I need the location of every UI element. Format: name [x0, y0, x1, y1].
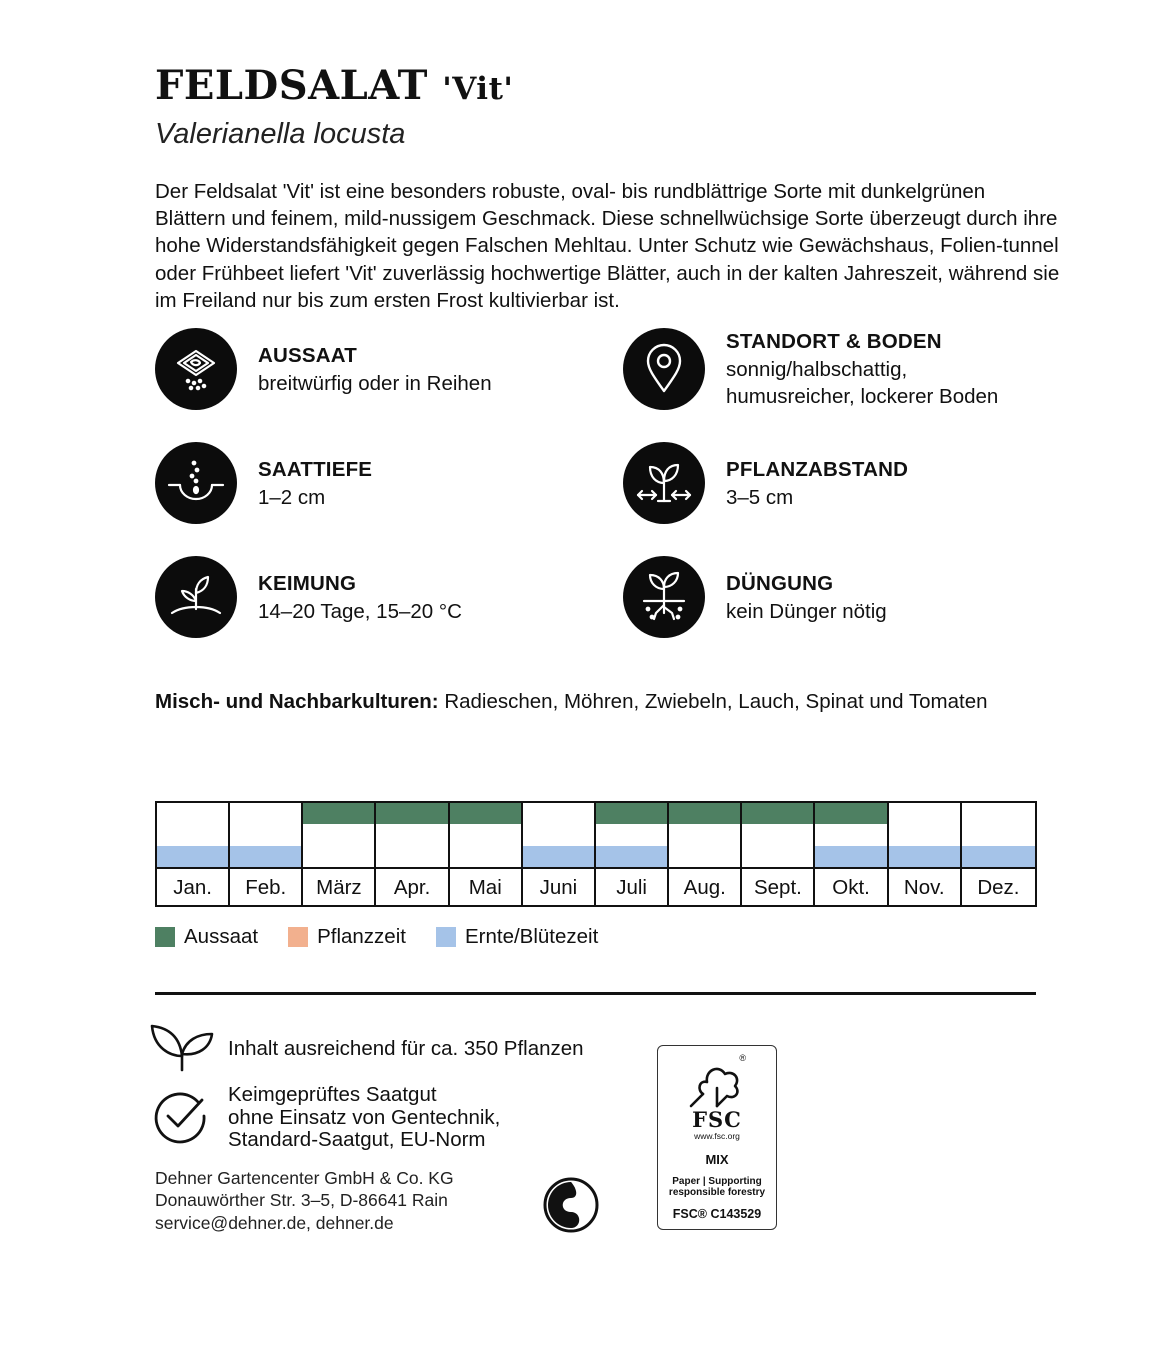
fsc-mix: MIX: [705, 1152, 729, 1167]
standort-label: STANDORT & BODEN: [726, 330, 942, 353]
info-pflanzabstand: [623, 442, 908, 524]
month-label: Nov.: [889, 867, 960, 907]
companion-label: Misch- und Nachbarkulturen:: [155, 690, 439, 713]
month-label: Dez.: [962, 867, 1035, 907]
saattiefe-label: SAATTIEFE: [258, 457, 373, 481]
info-saattiefe: [155, 442, 372, 524]
month-label: Okt.: [815, 867, 886, 907]
ernte-bar: [596, 846, 667, 867]
legend-swatch-pflanzzeit: [288, 927, 308, 947]
check-circle-icon: [152, 1088, 208, 1148]
month-label: Sept.: [742, 867, 813, 907]
calendar-month: [669, 803, 742, 905]
companion-value: Radieschen, Möhren, Zwiebeln, Lauch, Spinat und Tomaten: [444, 690, 988, 713]
plant-spacing-icon: [623, 442, 705, 524]
product-description: Der Feldsalat 'Vit' ist eine besonders robuste, oval- bis rundblättrige Sorte mit dunkelgrünen Blättern und feinem, mild-nussigem Geschmack. Diese schnellwüchsige Sorte überzeugt durch ihre hohe Widerstandsfähigkeit gegen Falschen Mehltau. Unter Schutz wie Gewächshaus, Folien-tunnel oder Frühbeet liefert 'Vit' zuverlässig hochwertige Blätter, auch in der kalten Jahreszeit, während sie im Freiland nur bis zum ersten Frost kultivierbar ist.: [155, 180, 1060, 312]
seed-packet-icon: [155, 328, 237, 410]
calendar-month: [450, 803, 523, 905]
month-label: Juni: [523, 867, 594, 907]
info-duengung: [623, 556, 887, 638]
month-label: März: [303, 867, 374, 907]
ernte-bar: [157, 846, 228, 867]
calendar-month: [230, 803, 303, 905]
aussaat-bar: [596, 803, 667, 824]
aussaat-bar: [376, 803, 447, 824]
calendar-month: [596, 803, 669, 905]
sowing-calendar: [155, 801, 1037, 907]
cultivar-name: 'Vit': [442, 71, 514, 107]
aussaat-value: breitwürfig oder in Reihen: [258, 371, 492, 395]
legend-item-pflanzzeit: [288, 925, 406, 949]
legend-label: Pflanzzeit: [317, 925, 406, 948]
fsc-logo-text: FSC: [692, 1107, 742, 1132]
month-label: Feb.: [230, 867, 301, 907]
calendar-legend: [155, 925, 628, 949]
seed-quality-line1: Keimgeprüftes Saatgut: [228, 1083, 437, 1106]
month-label: Mai: [450, 867, 521, 907]
seed-quality-text: [228, 1084, 500, 1152]
info-aussaat: [155, 328, 492, 410]
aussaat-bar: [669, 803, 740, 824]
legend-item-aussaat: [155, 925, 258, 949]
seedling-icon: [148, 1020, 216, 1076]
info-standort: [623, 328, 998, 410]
ernte-bar: [523, 846, 594, 867]
standort-value: sonnig/halbschattig, humusreicher, lockerer Boden: [726, 358, 999, 408]
calendar-month: [157, 803, 230, 905]
registered-mark: ®: [739, 1053, 746, 1063]
company-address: [155, 1167, 454, 1234]
product-title: [155, 62, 513, 113]
legend-swatch-aussaat: [155, 927, 175, 947]
aussaat-bar: [303, 803, 374, 824]
fsc-url: www.fsc.org: [694, 1131, 740, 1141]
fsc-code: FSC® C143529: [672, 1207, 762, 1221]
plant-roots-icon: [623, 556, 705, 638]
product-name: FELDSALAT: [155, 62, 428, 109]
fsc-paper-line2: responsible forestry: [668, 1187, 766, 1198]
duengung-label: DÜNGUNG: [726, 571, 834, 595]
aussaat-bar: [742, 803, 813, 824]
aussaat-bar: [450, 803, 521, 824]
divider: [155, 992, 1036, 995]
month-label: Apr.: [376, 867, 447, 907]
legend-swatch-ernte: [436, 927, 456, 947]
seed-quality-line2: ohne Einsatz von Gentechnik,: [228, 1105, 501, 1129]
sowing-depth-icon: [155, 442, 237, 524]
pflanzabstand-value: 3–5 cm: [726, 485, 794, 509]
calendar-month: [376, 803, 449, 905]
sprout-icon: [155, 556, 237, 638]
month-label: Juli: [596, 867, 667, 907]
aussaat-bar: [815, 803, 886, 824]
ernte-bar: [815, 846, 886, 867]
keimung-label: KEIMUNG: [258, 571, 357, 595]
info-keimung: [155, 556, 462, 638]
calendar-month: [303, 803, 376, 905]
seed-quality-line3: Standard-Saatgut, EU-Norm: [228, 1128, 486, 1151]
legend-label: Aussaat: [184, 925, 259, 948]
company-street: Donauwörther Str. 3–5, D-86641 Rain: [155, 1190, 448, 1211]
fsc-label: [657, 1045, 777, 1230]
ernte-bar: [889, 846, 960, 867]
fsc-paper-line1: Paper | Supporting: [672, 1176, 762, 1187]
keimung-value: 14–20 Tage, 15–20 °C: [258, 599, 462, 623]
pflanzabstand-label: PFLANZABSTAND: [726, 457, 909, 481]
companion-plants: [155, 690, 988, 714]
month-label: Jan.: [157, 867, 228, 907]
fsc-tree-logo-icon: [687, 1054, 747, 1110]
ernte-bar: [230, 846, 301, 867]
legend-label: Ernte/Blütezeit: [464, 925, 599, 948]
company-contact: service@dehner.de, dehner.de: [155, 1212, 394, 1233]
calendar-month: [742, 803, 815, 905]
green-dot-recycling-icon: [542, 1176, 600, 1238]
company-name: Dehner Gartencenter GmbH & Co. KG: [155, 1168, 454, 1188]
location-pin-icon: [623, 328, 705, 410]
calendar-month: [962, 803, 1035, 905]
calendar-month: [815, 803, 888, 905]
ernte-bar: [962, 846, 1035, 867]
calendar-month: [523, 803, 596, 905]
content-amount: Inhalt ausreichend für ca. 350 Pflanzen: [228, 1037, 584, 1060]
aussaat-label: AUSSAAT: [258, 343, 357, 367]
month-label: Aug.: [669, 867, 740, 907]
legend-item-ernte: [436, 925, 598, 949]
calendar-month: [889, 803, 962, 905]
saattiefe-value: 1–2 cm: [258, 485, 326, 509]
duengung-value: kein Dünger nötig: [726, 599, 887, 623]
latin-name: Valerianella locusta: [155, 118, 406, 150]
